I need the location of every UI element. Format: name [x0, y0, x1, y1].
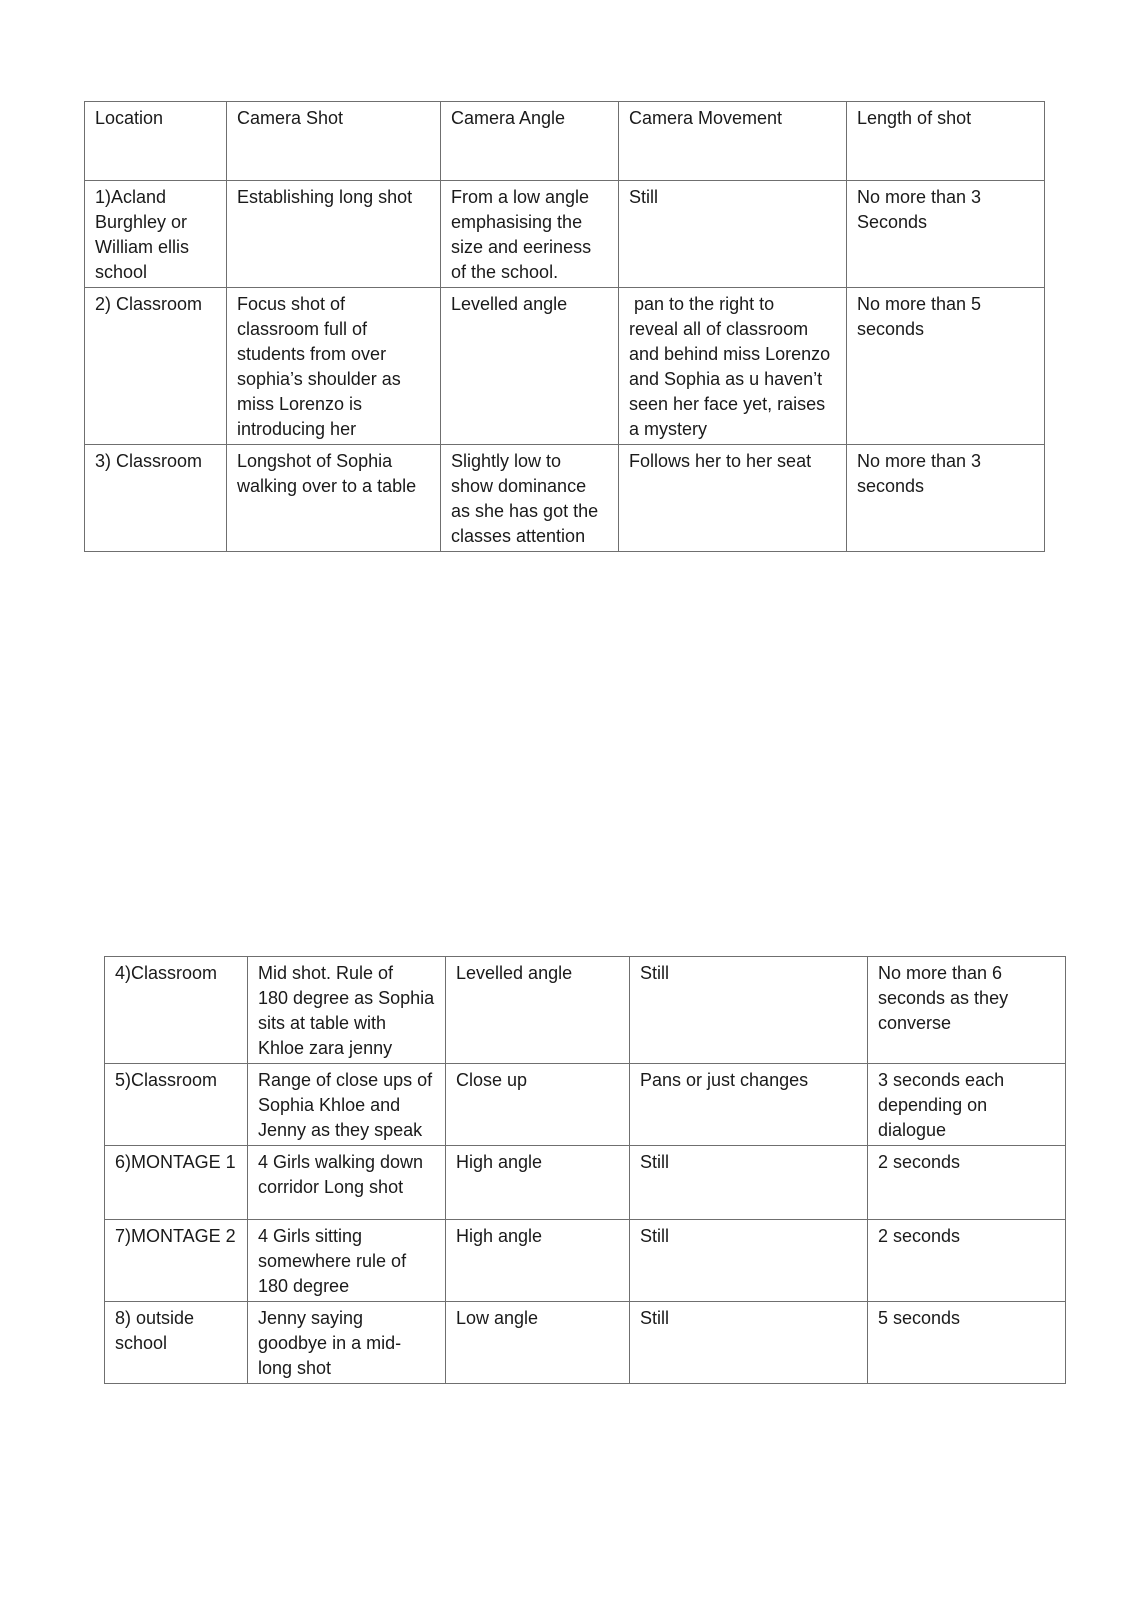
cell-camera-shot: Focus shot of classroom full of students from over sophia’s shoulder as miss Lorenzo is introducing her: [227, 288, 441, 445]
cell-camera-movement: Still: [630, 957, 868, 1064]
cell-camera-movement: Still: [630, 1302, 868, 1384]
cell-camera-angle: Levelled angle: [446, 957, 630, 1064]
cell-location: 4)Classroom: [105, 957, 248, 1064]
table-row: [105, 957, 1066, 1064]
cell-camera-movement: Still: [619, 181, 847, 288]
cell-camera-shot: Establishing long shot: [227, 181, 441, 288]
cell-camera-shot: 4 Girls walking down corridor Long shot: [248, 1146, 446, 1220]
table-row: [85, 445, 1045, 552]
shot-list-table-2: [104, 956, 1066, 1384]
cell-camera-shot: Longshot of Sophia walking over to a table: [227, 445, 441, 552]
cell-camera-angle: Low angle: [446, 1302, 630, 1384]
cell-length-of-shot: 2 seconds: [868, 1220, 1066, 1302]
cell-length-of-shot: No more than 5 seconds: [847, 288, 1045, 445]
cell-location: 2) Classroom: [85, 288, 227, 445]
cell-location: 6)MONTAGE 1: [105, 1146, 248, 1220]
table-row: [105, 1146, 1066, 1220]
table-row: [105, 1220, 1066, 1302]
cell-location: 3) Classroom: [85, 445, 227, 552]
cell-length-of-shot: No more than 3 Seconds: [847, 181, 1045, 288]
table-header-row: [85, 102, 1045, 181]
cell-location: 1)Acland Burghley or William ellis school: [85, 181, 227, 288]
cell-camera-angle: High angle: [446, 1146, 630, 1220]
cell-camera-angle: Slightly low to show dominance as she has got the classes attention: [441, 445, 619, 552]
cell-camera-angle: High angle: [446, 1220, 630, 1302]
table-row: [85, 288, 1045, 445]
cell-length-of-shot: 2 seconds: [868, 1146, 1066, 1220]
cell-camera-movement: Still: [630, 1220, 868, 1302]
table-row: [105, 1302, 1066, 1384]
header-camera-shot: Camera Shot: [227, 102, 441, 181]
header-camera-movement: Camera Movement: [619, 102, 847, 181]
cell-location: 7)MONTAGE 2: [105, 1220, 248, 1302]
cell-length-of-shot: No more than 6 seconds as they converse: [868, 957, 1066, 1064]
cell-camera-shot: 4 Girls sitting somewhere rule of 180 degree: [248, 1220, 446, 1302]
header-location: Location: [85, 102, 227, 181]
cell-camera-movement: Pans or just changes: [630, 1064, 868, 1146]
cell-location: 8) outside school: [105, 1302, 248, 1384]
cell-length-of-shot: 3 seconds each depending on dialogue: [868, 1064, 1066, 1146]
cell-camera-angle: Close up: [446, 1064, 630, 1146]
cell-location: 5)Classroom: [105, 1064, 248, 1146]
table-row: [85, 181, 1045, 288]
header-camera-angle: Camera Angle: [441, 102, 619, 181]
cell-camera-angle: Levelled angle: [441, 288, 619, 445]
table-row: [105, 1064, 1066, 1146]
cell-camera-shot: Range of close ups of Sophia Khloe and Jenny as they speak: [248, 1064, 446, 1146]
cell-camera-shot: Jenny saying goodbye in a mid- long shot: [248, 1302, 446, 1384]
cell-camera-movement: Follows her to her seat: [619, 445, 847, 552]
cell-camera-angle: From a low angle emphasising the size and eeriness of the school.: [441, 181, 619, 288]
cell-length-of-shot: 5 seconds: [868, 1302, 1066, 1384]
cell-length-of-shot: No more than 3 seconds: [847, 445, 1045, 552]
shot-list-table-1: [84, 101, 1045, 552]
cell-camera-shot: Mid shot. Rule of 180 degree as Sophia sits at table with Khloe zara jenny: [248, 957, 446, 1064]
cell-camera-movement: Still: [630, 1146, 868, 1220]
cell-camera-movement: pan to the right to reveal all of classroom and behind miss Lorenzo and Sophia as u haven’t seen her face yet, raises a mystery: [619, 288, 847, 445]
header-length-of-shot: Length of shot: [847, 102, 1045, 181]
